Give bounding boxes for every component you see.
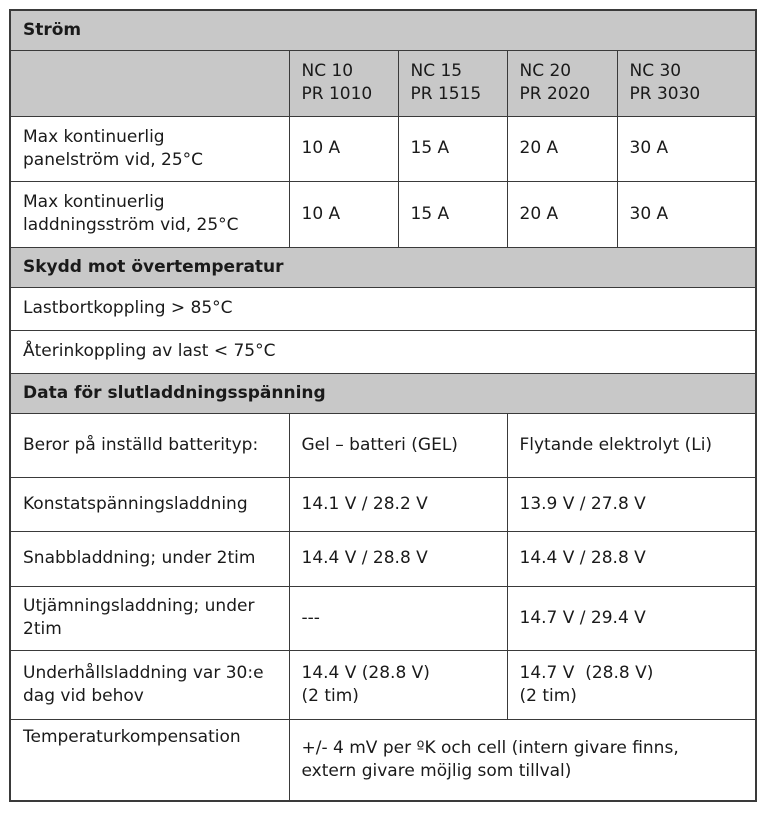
- table-row: [10, 531, 756, 586]
- cell-value: 10 A: [289, 181, 398, 247]
- cell-value: 30 A: [617, 181, 756, 247]
- label-line: Utjämningsladdning; under: [23, 596, 255, 617]
- model-name: NC 10: [301, 61, 354, 82]
- value-line: 14.7 V (28.8 V): [519, 662, 654, 683]
- spec-table: [9, 9, 757, 802]
- model-name: NC 30: [629, 61, 682, 82]
- section-header-overtemp: [10, 247, 756, 287]
- model-header-blank: [10, 50, 289, 116]
- label-line: Underhållsladdning var 30:e: [23, 662, 264, 683]
- cell-value: 15 A: [398, 181, 507, 247]
- table-row: [10, 477, 756, 531]
- section-title-current: Ström: [10, 10, 756, 50]
- temp-comp-row: [10, 719, 756, 801]
- cell-value: 20 A: [507, 116, 617, 181]
- cell-value-li: 14.4 V / 28.8 V: [507, 531, 756, 586]
- model-code: PR 3030: [629, 84, 701, 104]
- value-line: extern givare möjlig som tillval): [301, 760, 572, 781]
- model-header-nc15: [398, 50, 507, 116]
- section-header-endcharge: [10, 373, 756, 413]
- section-header-current: [10, 10, 756, 50]
- row-label: [10, 531, 289, 586]
- label-line: laddningsström vid, 25°C: [23, 215, 239, 235]
- row-label: [10, 650, 289, 719]
- table-row: [10, 650, 756, 719]
- label-line: 2tim: [23, 619, 62, 639]
- list-item: [10, 287, 756, 330]
- model-code: PR 1515: [410, 84, 482, 104]
- cell-value: 30 A: [617, 116, 756, 181]
- model-code: PR 2020: [519, 84, 591, 104]
- cell-value-gel: [289, 650, 507, 719]
- value-line: 14.4 V (28.8 V): [301, 662, 430, 683]
- model-header-row: [10, 50, 756, 116]
- cell-value-li: [507, 650, 756, 719]
- temp-comp-value: [289, 719, 756, 801]
- value-line: (2 tim): [519, 685, 577, 706]
- list-item: [10, 330, 756, 373]
- cell-value: 10 A: [289, 116, 398, 181]
- row-label: [10, 116, 289, 181]
- label-line: Konstatspänningsladdning: [23, 493, 248, 514]
- label-line: Max kontinuerlig: [23, 126, 165, 147]
- table-row: [10, 181, 756, 247]
- row-label: [10, 477, 289, 531]
- table-row: [10, 586, 756, 650]
- cell-value-li: 13.9 V / 27.8 V: [507, 477, 756, 531]
- cell-value: 20 A: [507, 181, 617, 247]
- model-name: NC 15: [410, 61, 463, 82]
- model-header-nc20: [507, 50, 617, 116]
- cell-value-gel: 14.1 V / 28.2 V: [289, 477, 507, 531]
- label-line: dag vid behov: [23, 685, 144, 706]
- battery-type-row: [10, 413, 756, 477]
- cell-value-gel: ---: [289, 586, 507, 650]
- section-title-endcharge: Data för slutladdningsspänning: [10, 373, 756, 413]
- battery-type-li: Flytande elektrolyt (Li): [507, 413, 756, 477]
- row-label: [10, 586, 289, 650]
- cell-value: 15 A: [398, 116, 507, 181]
- label-line: panelström vid, 25°C: [23, 149, 204, 170]
- row-label: [10, 181, 289, 247]
- battery-type-gel: Gel – batteri (GEL): [289, 413, 507, 477]
- overtemp-item: Lastbortkoppling > 85°C: [10, 287, 756, 330]
- model-code: PR 1010: [301, 84, 373, 104]
- battery-type-label: Beror på inställd batterityp:: [10, 413, 289, 477]
- cell-value-gel: 14.4 V / 28.8 V: [289, 531, 507, 586]
- label-line: Max kontinuerlig: [23, 192, 165, 213]
- model-header-nc10: [289, 50, 398, 116]
- label-line: Snabbladdning; under 2tim: [23, 548, 256, 569]
- model-header-nc30: [617, 50, 756, 116]
- cell-value-li: 14.7 V / 29.4 V: [507, 586, 756, 650]
- overtemp-item: Återinkoppling av last < 75°C: [10, 330, 756, 373]
- value-line: +/- 4 mV per ºK och cell (intern givare finns,: [301, 737, 679, 758]
- value-line: (2 tim): [301, 685, 359, 706]
- section-title-overtemp: Skydd mot övertemperatur: [10, 247, 756, 287]
- table-row: [10, 116, 756, 181]
- model-name: NC 20: [519, 61, 572, 82]
- temp-comp-label: Temperaturkompensation: [10, 719, 289, 801]
